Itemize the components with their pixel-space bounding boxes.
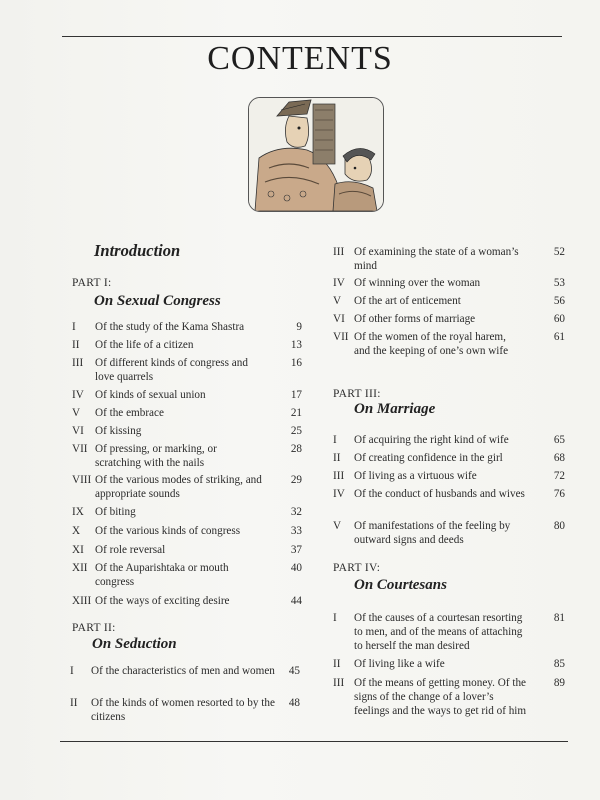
part2-title: On Seduction xyxy=(92,636,177,652)
page-title: CONTENTS xyxy=(207,40,393,77)
part4-title: On Courtesans xyxy=(354,577,447,593)
part1-label: PART I: xyxy=(72,277,112,289)
top-rule xyxy=(62,36,562,37)
book-page: CONTENTS Introduction PART I: On Sexual Congress I Of the study of the Kama Shastra 9 II Of the life of a citizen 13 III Of different kinds of congress and love quarrels 16 IV Of kinds of sexual union 17 V Of the embrace 21 VI Of kissing 25 VII Of pressing, or marking, or scratching with the nails 28 VIII Of the various modes of striking, and appropriate sounds 29 IX Of biting 32 X Of the various kinds of congress 33 XI Of role reversal 37 XII Of the Auparishtaka or mouth congress 40 XIII Of the ways of exciting desire 44 PART II: On Seduction I Of the characteristics of men and women 45 II Of the kinds of women resorted to by the citizens 48 III Of examining the state of a woman’s mind 52 IV Of winning over the woman 53 V Of the art of enticement 56 VI Of other forms of marriage 60 VII Of the women of the royal harem, and the keeping of one’s own wife 61 PART III: On Marriage I Of acquiring the right kind of wife 65 II Of creating confidence in the girl 68 III Of living as a virtuous wife 72 IV Of the conduct of husbands and wives 76 V Of manifestations of the feeling by outward signs and deeds 80 PART IV: On Courtesans I Of the causes of a courtesan resorting to men, and of the means of attaching to herself the man desired 81 II Of living like a wife 85 III Of the means of getting money. Of the signs of the change of a lover’s feelings and the ways to get rid of him 89 xyxy=(0,0,600,800)
bottom-rule xyxy=(60,741,568,742)
part2-label: PART II: xyxy=(72,622,116,634)
part1-title: On Sexual Congress xyxy=(94,293,221,309)
part3-label: PART III: xyxy=(333,388,381,400)
part4-label: PART IV: xyxy=(333,562,381,574)
part3-title: On Marriage xyxy=(354,401,436,417)
introduction-heading: Introduction xyxy=(94,241,181,260)
illustration-lovers-icon xyxy=(248,97,384,212)
